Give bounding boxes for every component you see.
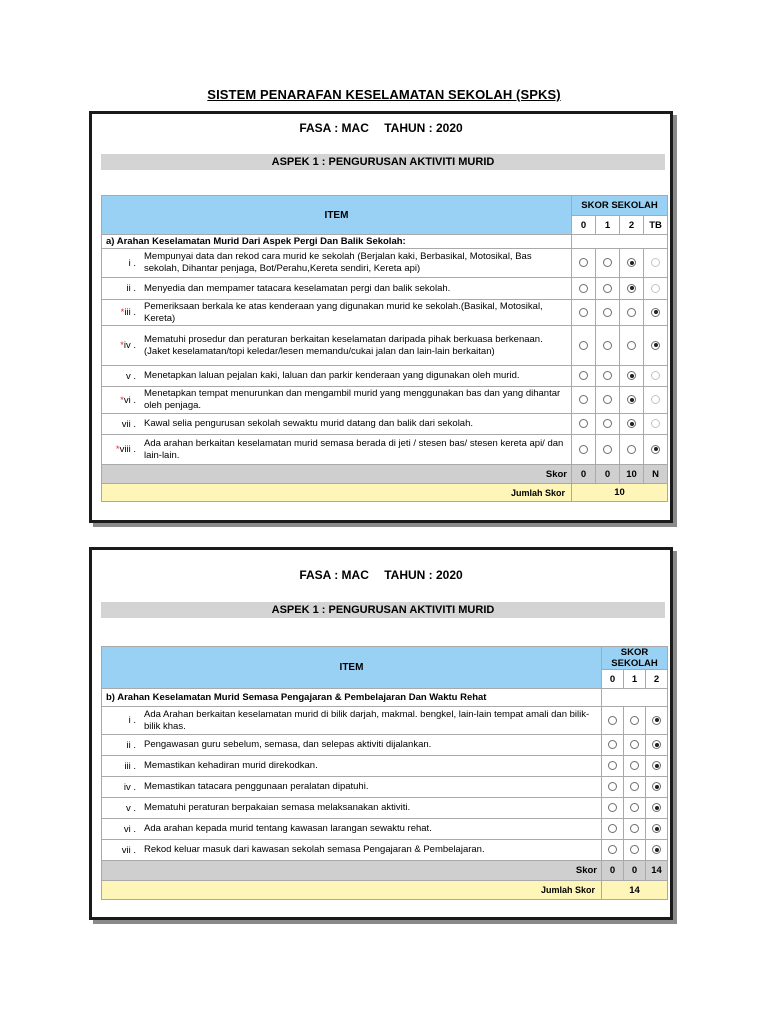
score-cell-0	[602, 798, 624, 819]
item-text: Menetapkan laluan pejalan kaki, laluan dan parkir kenderaan yang digunakan oleh murid.	[144, 370, 520, 381]
skor-sekolah-header: SKOR SEKOLAH	[572, 196, 668, 216]
item-number	[102, 715, 144, 726]
jumlah-skor-value: 14	[602, 881, 668, 900]
score-radio-0[interactable]	[579, 445, 588, 454]
item-cell	[102, 366, 572, 387]
item-numeral: vi .	[123, 823, 136, 835]
score-radio-0[interactable]	[579, 395, 588, 404]
item-row	[102, 387, 668, 414]
score-cell-0	[572, 300, 596, 326]
item-numeral: iv .	[123, 781, 136, 793]
score-cell-1	[596, 300, 620, 326]
score-radio-2[interactable]	[627, 371, 636, 380]
fasa-header	[92, 121, 670, 135]
item-numeral: i .	[128, 715, 136, 726]
score-radio-tb[interactable]	[651, 341, 660, 350]
score-cell-2	[646, 819, 668, 840]
score-cell-0	[602, 756, 624, 777]
aspek-title: ASPEK 1 : PENGURUSAN AKTIVITI MURID	[101, 602, 665, 618]
item-text: Mempunyai data dan rekod cara murid ke sekolah (Berjalan kaki, Berbasikal, Motosikal, Bas sekolah, Dihantar penjaga, Bot/Perahu,Kereta sendiri, Kereta api)	[144, 251, 532, 274]
score-radio-tb[interactable]	[651, 258, 660, 267]
score-cell-2	[620, 414, 644, 435]
item-number	[102, 824, 144, 835]
tahun-label: TAHUN : 2020	[384, 121, 463, 135]
item-header: ITEM	[102, 196, 572, 235]
score-cell-2	[620, 435, 644, 465]
item-numeral: vii .	[121, 844, 136, 856]
skor-sekolah-header: SKOR SEKOLAH	[602, 647, 668, 670]
skor-label: Skor	[102, 465, 572, 484]
score-cell-1	[624, 707, 646, 735]
score-radio-tb[interactable]	[651, 395, 660, 404]
score-radio-1[interactable]	[603, 341, 612, 350]
score-radio-1[interactable]	[630, 803, 639, 812]
score-cell-0	[572, 435, 596, 465]
score-radio-1[interactable]	[630, 845, 639, 854]
score-radio-0[interactable]	[608, 782, 617, 791]
score-radio-2[interactable]	[627, 395, 636, 404]
score-cell-tb	[644, 366, 668, 387]
item-number	[102, 283, 144, 294]
score-table-a	[101, 195, 668, 502]
score-cell-0	[572, 326, 596, 366]
score-radio-2[interactable]	[627, 258, 636, 267]
item-row	[102, 735, 668, 756]
item-text: Pemeriksaan berkala ke atas kenderaan yang digunakan murid ke sekolah.(Basikal, Motosikal, Kereta)	[144, 300, 543, 324]
item-row	[102, 300, 668, 326]
item-numeral: ii .	[126, 283, 136, 294]
score-radio-1[interactable]	[630, 716, 639, 725]
item-text: Pengawasan guru sebelum, semasa, dan selepas aktiviti dijalankan.	[144, 739, 432, 750]
score-cell-1	[624, 798, 646, 819]
item-number	[102, 740, 144, 751]
item-number	[102, 761, 144, 772]
item-row	[102, 278, 668, 300]
item-number	[102, 340, 144, 351]
score-radio-0[interactable]	[579, 284, 588, 293]
score-cell-1	[624, 840, 646, 861]
item-text: Kawal selia pengurusan sekolah sewaktu murid datang dan balik dari sekolah.	[144, 418, 474, 429]
score-radio-0[interactable]	[608, 845, 617, 854]
item-number	[102, 782, 144, 793]
jumlah-skor-value: 10	[572, 484, 668, 502]
score-cell-2	[646, 735, 668, 756]
score-cell-2	[620, 366, 644, 387]
score-radio-0[interactable]	[608, 716, 617, 725]
score-cell-2	[646, 798, 668, 819]
score-radio-tb[interactable]	[651, 284, 660, 293]
score-cell-1	[596, 326, 620, 366]
item-numeral: i .	[128, 257, 136, 269]
skor-value-2: 14	[646, 861, 668, 881]
score-cell-1	[624, 756, 646, 777]
score-radio-2[interactable]	[627, 341, 636, 350]
mandatory-asterisk: *	[120, 307, 125, 318]
score-radio-0[interactable]	[608, 740, 617, 749]
score-radio-2[interactable]	[652, 803, 661, 812]
item-row	[102, 756, 668, 777]
score-cell-2	[620, 387, 644, 414]
item-numeral: iii .	[124, 760, 136, 772]
item-cell	[102, 798, 602, 819]
score-radio-2[interactable]	[652, 761, 661, 770]
item-cell	[102, 777, 602, 798]
score-cell-1	[596, 414, 620, 435]
score-radio-1[interactable]	[630, 782, 639, 791]
score-radio-2[interactable]	[627, 284, 636, 293]
score-radio-1[interactable]	[630, 740, 639, 749]
score-cell-2	[646, 840, 668, 861]
score-cell-1	[596, 366, 620, 387]
item-row	[102, 326, 668, 366]
item-text: Rekod keluar masuk dari kawasan sekolah semasa Pengajaran & Pembelajaran.	[144, 844, 485, 855]
score-cell-tb	[644, 249, 668, 278]
score-radio-0[interactable]	[579, 308, 588, 317]
score-cell-1	[624, 777, 646, 798]
score-radio-tb[interactable]	[651, 308, 660, 317]
fasa-label: FASA : MAC	[299, 568, 369, 582]
aspek-title: ASPEK 1 : PENGURUSAN AKTIVITI MURID	[101, 154, 665, 170]
score-radio-2[interactable]	[652, 740, 661, 749]
score-cell-1	[624, 819, 646, 840]
mandatory-asterisk: *	[120, 340, 124, 351]
score-cell-2	[620, 278, 644, 300]
document-title: SISTEM PENARAFAN KESELAMATAN SEKOLAH (SPKS)	[207, 87, 561, 102]
score-radio-0[interactable]	[608, 824, 617, 833]
item-cell	[102, 249, 572, 278]
score-radio-tb[interactable]	[651, 419, 660, 428]
item-text: Ada arahan kepada murid tentang kawasan larangan sewaktu rehat.	[144, 823, 432, 834]
score-cell-tb	[644, 414, 668, 435]
item-row	[102, 798, 668, 819]
item-text: Memastikan kehadiran murid direkodkan.	[144, 760, 318, 771]
score-cell-1	[596, 435, 620, 465]
item-row	[102, 777, 668, 798]
score-cell-1	[624, 735, 646, 756]
item-cell	[102, 387, 572, 414]
skor-value-1: 0	[624, 861, 646, 881]
item-text: Mematuhi peraturan berpakaian semasa melaksanakan aktiviti.	[144, 802, 411, 813]
item-cell	[102, 756, 602, 777]
score-radio-0[interactable]	[579, 341, 588, 350]
score-cell-0	[602, 819, 624, 840]
item-number	[102, 444, 144, 455]
score-radio-1[interactable]	[603, 308, 612, 317]
score-radio-2[interactable]	[652, 824, 661, 833]
score-panel-a	[89, 111, 673, 523]
score-radio-1[interactable]	[630, 824, 639, 833]
item-cell	[102, 735, 602, 756]
item-numeral: ii .	[126, 739, 136, 751]
score-cell-0	[572, 366, 596, 387]
score-col-0: 0	[602, 670, 624, 689]
score-radio-1[interactable]	[603, 445, 612, 454]
item-number	[102, 845, 144, 856]
mandatory-asterisk: *	[115, 444, 120, 455]
item-row	[102, 707, 668, 735]
score-cell-2	[620, 300, 644, 326]
score-radio-2[interactable]	[627, 419, 636, 428]
score-radio-0[interactable]	[579, 371, 588, 380]
skor-value-tb: N	[644, 465, 668, 484]
score-cell-2	[620, 326, 644, 366]
item-header: ITEM	[102, 647, 602, 689]
score-col-2: 2	[646, 670, 668, 689]
score-cell-1	[596, 278, 620, 300]
score-cell-1	[596, 387, 620, 414]
score-radio-2[interactable]	[652, 716, 661, 725]
item-numeral: iv .	[123, 340, 136, 351]
section-heading: a) Arahan Keselamatan Murid Dari Aspek Pergi Dan Balik Sekolah:	[102, 235, 572, 249]
score-radio-2[interactable]	[627, 445, 636, 454]
score-cell-0	[572, 414, 596, 435]
tahun-label: TAHUN : 2020	[384, 568, 463, 582]
skor-value-1: 0	[596, 465, 620, 484]
score-cell-0	[602, 735, 624, 756]
item-row	[102, 414, 668, 435]
item-cell	[102, 435, 572, 465]
score-radio-0[interactable]	[579, 419, 588, 428]
item-row	[102, 435, 668, 465]
score-cell-0	[602, 840, 624, 861]
item-cell	[102, 414, 572, 435]
score-cell-2	[646, 707, 668, 735]
score-cell-0	[572, 249, 596, 278]
score-cell-2	[646, 756, 668, 777]
item-text: Mematuhi prosedur dan peraturan berkaitan keselamatan daripada pihak berkuasa berkenaan. (Jaket keselamatan/topi keledar/lesen memandu/cukai jalan dan lain-lain berkaitan)	[144, 333, 543, 357]
score-cell-0	[572, 387, 596, 414]
score-radio-1[interactable]	[630, 761, 639, 770]
mandatory-asterisk: *	[120, 394, 124, 406]
skor-value-2: 10	[620, 465, 644, 484]
score-radio-1[interactable]	[603, 419, 612, 428]
item-number	[102, 258, 144, 269]
score-col-tb: TB	[644, 216, 668, 235]
fasa-header	[92, 568, 670, 582]
score-radio-1[interactable]	[603, 284, 612, 293]
item-number	[102, 419, 144, 430]
score-col-2: 2	[620, 216, 644, 235]
skor-label: Skor	[102, 861, 602, 881]
score-radio-2[interactable]	[627, 308, 636, 317]
item-cell	[102, 300, 572, 326]
jumlah-skor-label: Jumlah Skor	[102, 881, 602, 900]
item-numeral: viii .	[119, 444, 136, 455]
item-numeral: vi .	[123, 394, 136, 406]
item-cell	[102, 707, 602, 735]
item-numeral: iii .	[124, 307, 136, 318]
item-cell	[102, 326, 572, 366]
score-panel-b	[89, 547, 673, 920]
score-radio-0[interactable]	[608, 803, 617, 812]
score-cell-0	[602, 777, 624, 798]
item-cell	[102, 819, 602, 840]
jumlah-skor-label: Jumlah Skor	[102, 484, 572, 502]
item-row	[102, 840, 668, 861]
score-col-1: 1	[624, 670, 646, 689]
score-radio-1[interactable]	[603, 258, 612, 267]
item-text: Ada arahan berkaitan keselamatan murid semasa berada di jeti / stesen bas/ stesen kereta api/ dan lain-lain.	[144, 437, 564, 461]
item-text: Memastikan tatacara penggunaan peralatan dipatuhi.	[144, 781, 369, 792]
score-cell-tb	[644, 326, 668, 366]
item-text: Ada Arahan berkaitan keselamatan murid di bilik darjah, makmal. bengkel, lain-lain tempat amali dan bilik-bilik khas.	[144, 708, 590, 732]
score-radio-0[interactable]	[579, 258, 588, 267]
item-row	[102, 819, 668, 840]
score-cell-tb	[644, 278, 668, 300]
score-radio-1[interactable]	[603, 395, 612, 404]
score-cell-2	[646, 777, 668, 798]
score-radio-tb[interactable]	[651, 371, 660, 380]
score-col-0: 0	[572, 216, 596, 235]
score-table-b	[101, 646, 668, 900]
item-cell	[102, 840, 602, 861]
item-row	[102, 366, 668, 387]
score-cell-2	[620, 249, 644, 278]
fasa-label: FASA : MAC	[299, 121, 369, 135]
score-cell-tb	[644, 387, 668, 414]
item-number	[102, 803, 144, 814]
item-number	[102, 307, 144, 318]
item-number	[102, 395, 144, 406]
item-text: Menetapkan tempat menurunkan dan mengambil murid yang menggunakan bas dan yang dihantar oleh penjaga.	[144, 388, 561, 411]
score-radio-2[interactable]	[652, 845, 661, 854]
skor-value-0: 0	[602, 861, 624, 881]
score-radio-tb[interactable]	[651, 445, 660, 454]
score-cell-tb	[644, 300, 668, 326]
item-text: Menyedia dan mempamer tatacara keselamatan pergi dan balik sekolah.	[144, 282, 451, 294]
score-cell-0	[602, 707, 624, 735]
score-radio-2[interactable]	[652, 782, 661, 791]
item-row	[102, 249, 668, 278]
score-radio-1[interactable]	[603, 371, 612, 380]
item-number	[102, 371, 144, 382]
score-cell-0	[572, 278, 596, 300]
item-numeral: vii .	[121, 418, 136, 430]
item-numeral: v .	[125, 802, 136, 814]
item-cell	[102, 278, 572, 300]
score-col-1: 1	[596, 216, 620, 235]
score-cell-tb	[644, 435, 668, 465]
score-radio-0[interactable]	[608, 761, 617, 770]
score-cell-1	[596, 249, 620, 278]
skor-value-0: 0	[572, 465, 596, 484]
section-heading: b) Arahan Keselamatan Murid Semasa Pengajaran & Pembelajaran Dan Waktu Rehat	[102, 689, 602, 707]
item-numeral: v .	[125, 370, 136, 382]
